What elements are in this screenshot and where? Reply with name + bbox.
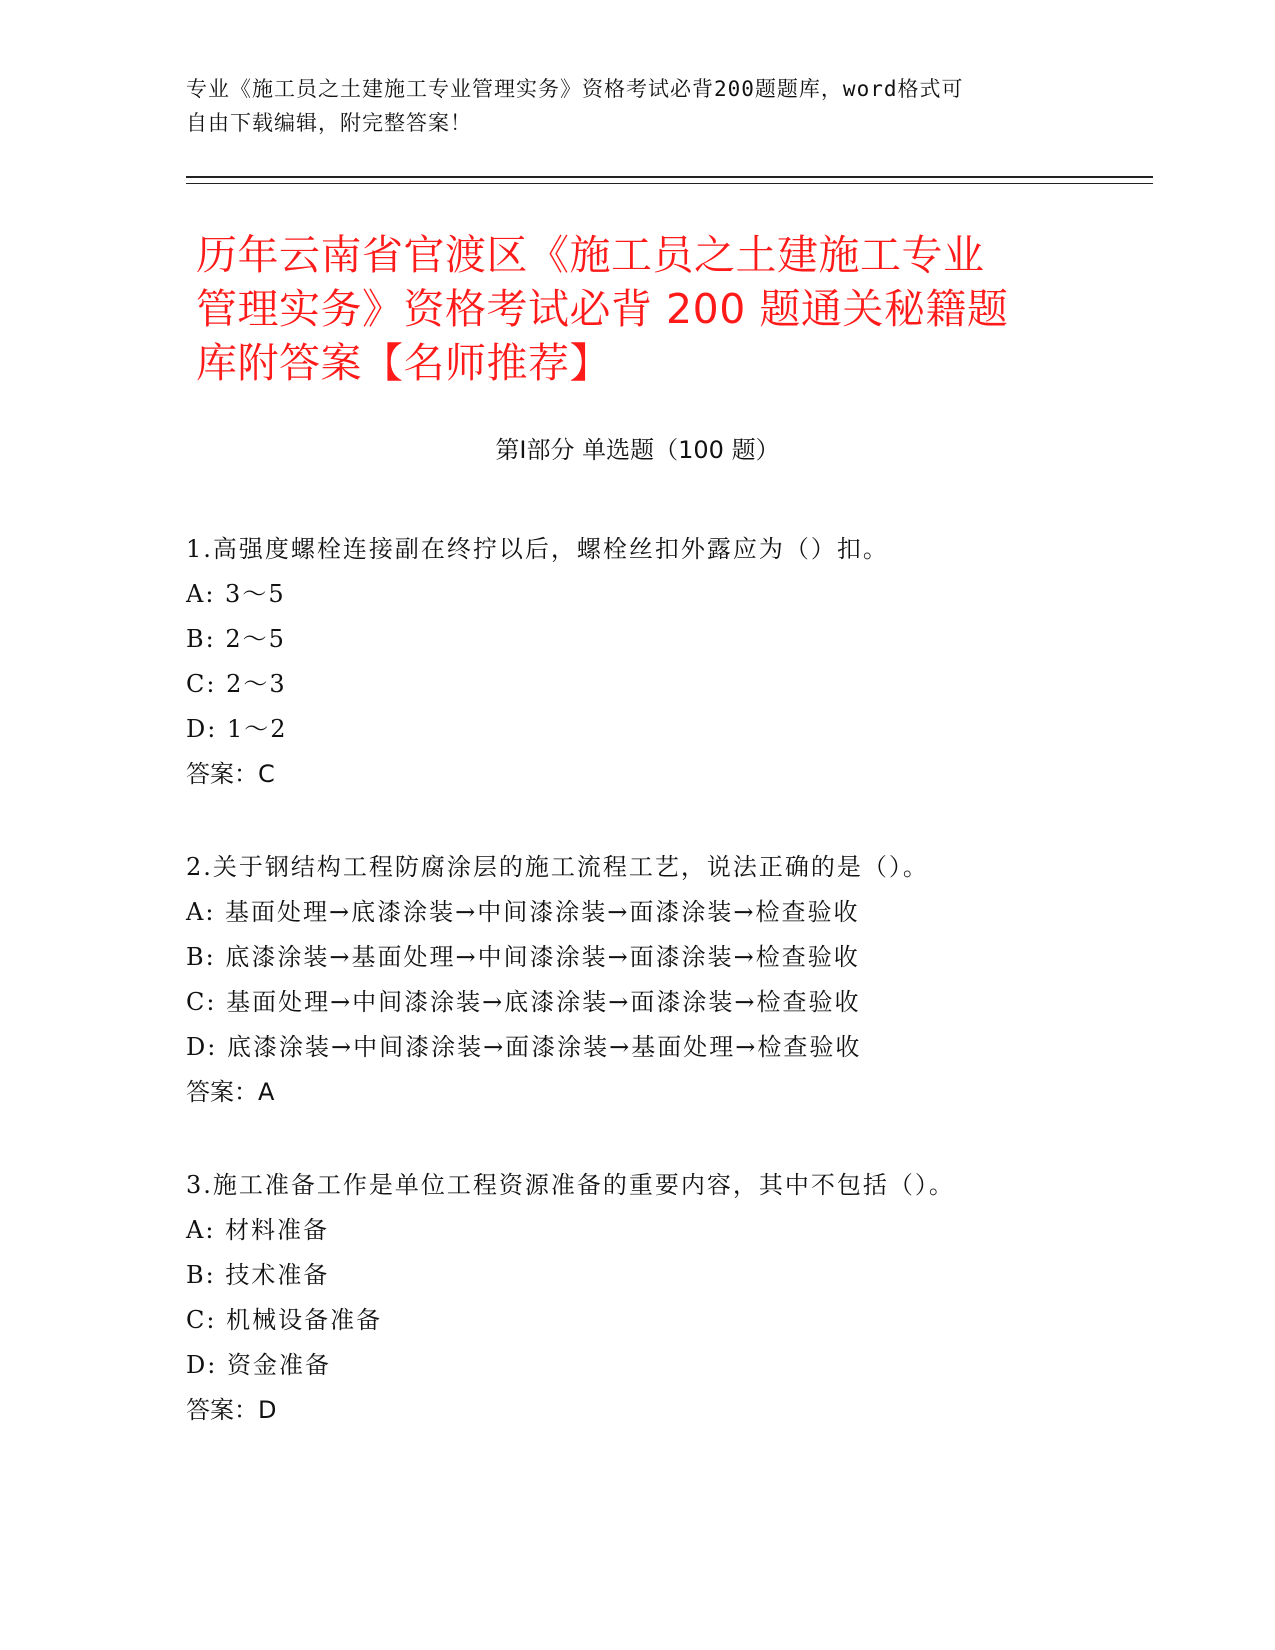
option-d: D: 底漆涂装→中间漆涂装→面漆涂装→基面处理→检查验收 xyxy=(186,1033,862,1061)
option-b: B: 技术准备 xyxy=(186,1261,330,1289)
option-d: D: 资金准备 xyxy=(186,1351,331,1379)
question-3 xyxy=(186,1163,1146,1433)
question-text: 1.高强度螺栓连接副在终拧以后，螺栓丝扣外露应为（）扣。 xyxy=(186,535,889,563)
header-note-line-2: 自由下载编辑，附完整答案！ xyxy=(186,111,472,135)
answer: 答案：C xyxy=(186,760,275,788)
document-title xyxy=(196,228,1096,390)
option-d: D: 1～2 xyxy=(186,715,288,743)
question-text: 2.关于钢结构工程防腐涂层的施工流程工艺，说法正确的是（）。 xyxy=(186,853,929,881)
option-c: C: 机械设备准备 xyxy=(186,1306,383,1334)
answer: 答案：D xyxy=(186,1396,277,1424)
option-a: A: 3～5 xyxy=(186,580,286,608)
option-a: A: 材料准备 xyxy=(186,1216,330,1244)
option-c: C: 2～3 xyxy=(186,670,287,698)
question-text: 3.施工准备工作是单位工程资源准备的重要内容，其中不包括（）。 xyxy=(186,1171,955,1199)
document-title-line-2: 管理实务》资格考试必背 200 题通关秘籍题 xyxy=(196,285,1009,333)
document-title-line-3: 库附答案【名师推荐】 xyxy=(196,339,611,387)
question-2 xyxy=(186,845,1146,1115)
header-note-line-1: 专业《施工员之土建施工专业管理实务》资格考试必背200题题库，word格式可 xyxy=(186,77,964,101)
header-divider-thin xyxy=(186,183,1153,184)
option-b: B: 2～5 xyxy=(186,625,286,653)
option-b: B: 底漆涂装→基面处理→中间漆涂装→面漆涂装→检查验收 xyxy=(186,943,860,971)
header-note xyxy=(186,72,1066,140)
section-title: 第Ⅰ部分 单选题（100 题） xyxy=(495,436,780,464)
option-a: A: 基面处理→底漆涂装→中间漆涂装→面漆涂装→检查验收 xyxy=(186,898,860,926)
document-title-line-1: 历年云南省官渡区《施工员之土建施工专业 xyxy=(196,231,985,279)
header-divider-thick xyxy=(186,176,1153,178)
answer: 答案：A xyxy=(186,1078,275,1106)
question-1 xyxy=(186,527,1146,797)
option-c: C: 基面处理→中间漆涂装→底漆涂装→面漆涂装→检查验收 xyxy=(186,988,861,1016)
